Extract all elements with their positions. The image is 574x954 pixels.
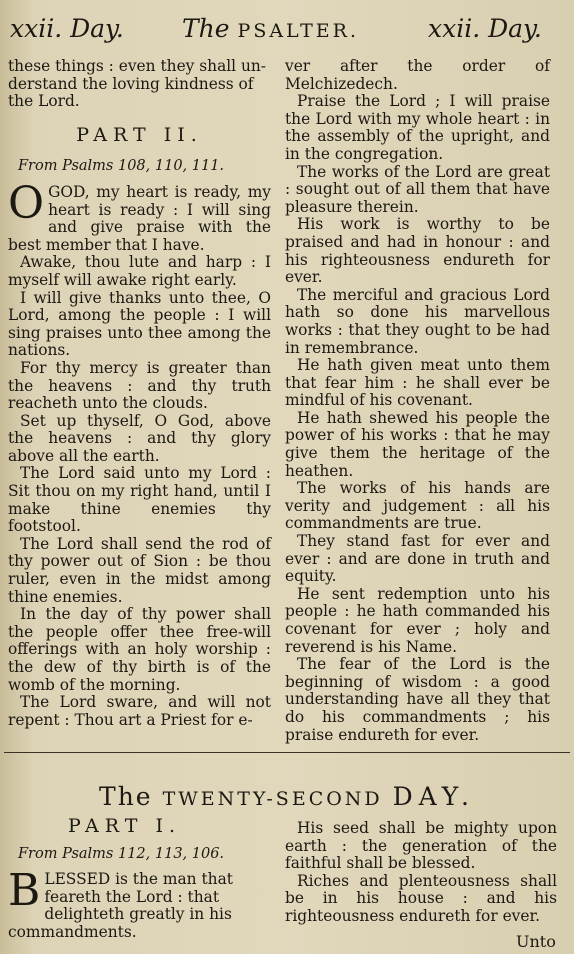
column-left-bottom	[8, 815, 271, 942]
drop-capital: O	[8, 177, 45, 229]
verse: ver after the order of Melchizedech.	[285, 57, 550, 93]
verse: His seed shall be mighty upon earth : the generation of the faithful shall be blessed.	[285, 819, 557, 873]
verse: He hath shewed his people the power of his works : that he may give them the heritage of the heathen.	[285, 408, 550, 480]
verse	[8, 865, 271, 941]
header-right-day: xxii. Day.	[428, 14, 542, 43]
verse	[8, 177, 271, 254]
text-line: derstand the loving kindness of	[8, 74, 254, 93]
verse: Set up thyself, O God, above the heavens : and thy glory above all the earth.	[8, 411, 271, 465]
verse: The works of his hands are verity and judgement : all his commandments are true.	[285, 479, 550, 533]
psalm-source: From Psalms 108, 110, 111.	[18, 158, 225, 175]
verse: Awake, thou lute and harp : I myself will awake right early.	[8, 253, 271, 289]
verse: They stand fast for ever and ever : and are done in truth and equity.	[285, 532, 550, 586]
verse: The fear of the Lord is the beginning of wisdom : a good understanding have all they that do his commandments ; his praise endureth for ever.	[285, 655, 550, 744]
verse: The Lord sware, and will not repent : Thou art a Priest for e-	[8, 693, 271, 729]
header-left-day: xxii. Day.	[10, 14, 124, 43]
section-title	[0, 782, 574, 811]
verse: The works of the Lord are great : sought out of all them that have pleasure therein.	[285, 162, 550, 216]
running-header	[6, 14, 568, 48]
column-right-top	[285, 58, 550, 744]
column-left-top	[8, 58, 271, 729]
section-title-day: DAY.	[392, 782, 475, 811]
verse-text: GOD, my heart is ready, my heart is ready : I will sing and give praise with the best member that I have.	[8, 182, 271, 254]
part-heading: PART I.	[68, 815, 181, 837]
verse: The merciful and gracious Lord hath so done his marvellous works : that they ought to be had in remembrance.	[285, 285, 550, 357]
part-heading: PART II.	[76, 123, 203, 146]
verse: For thy mercy is greater than the heavens : and thy truth reacheth unto the clouds.	[8, 358, 271, 413]
drop-capital: B	[8, 865, 41, 917]
text-line: the Lord.	[8, 92, 80, 111]
verse: In the day of thy power shall the people offer thee free-will offerings with an holy worship : the dew of thy birth is of the womb of the morning.	[8, 605, 271, 694]
verse: Riches and plenteousness shall be in his house : and his righteousness endureth for ever.	[285, 871, 557, 925]
verse: The Lord said unto my Lord : Sit thou on my right hand, until I make thine enemies thy footstool.	[8, 464, 271, 536]
catchword: Unto	[516, 932, 556, 951]
verse: He hath given meat unto them that fear him : he shall ever be mindful of his covenant.	[285, 356, 550, 410]
column-right-bottom	[285, 820, 557, 926]
verse: I will give thanks unto thee, O Lord, among the people : I will sing praises unto thee among the nations.	[8, 288, 271, 360]
header-title-word: PSALTER.	[237, 20, 360, 42]
header-title-prefix: The	[182, 14, 230, 43]
verse: He sent redemption unto his people : he hath commanded his covenant for ever ; holy and reverend is his Name.	[285, 584, 550, 656]
section-title-main: TWENTY-SECOND	[162, 788, 383, 810]
verse: Praise the Lord ; I will praise the Lord with my whole heart : in the assembly of the upright, and in the congregation.	[285, 92, 550, 163]
text-line: these things : even they shall un-	[8, 57, 267, 75]
verse: The Lord shall send the rod of thy power out of Sion : be thou ruler, even in the midst among thine enemies.	[8, 534, 271, 606]
header-title	[182, 14, 359, 43]
section-divider	[4, 752, 570, 753]
verse-text: LESSED is the man that feareth the Lord : that delighteth greatly in his commandments.	[8, 870, 233, 941]
section-title-article: The	[99, 782, 153, 811]
verse: His work is worthy to be praised and had in honour : and his righteousness endureth for ever.	[285, 215, 550, 287]
psalm-source: From Psalms 112, 113, 106.	[18, 845, 225, 862]
